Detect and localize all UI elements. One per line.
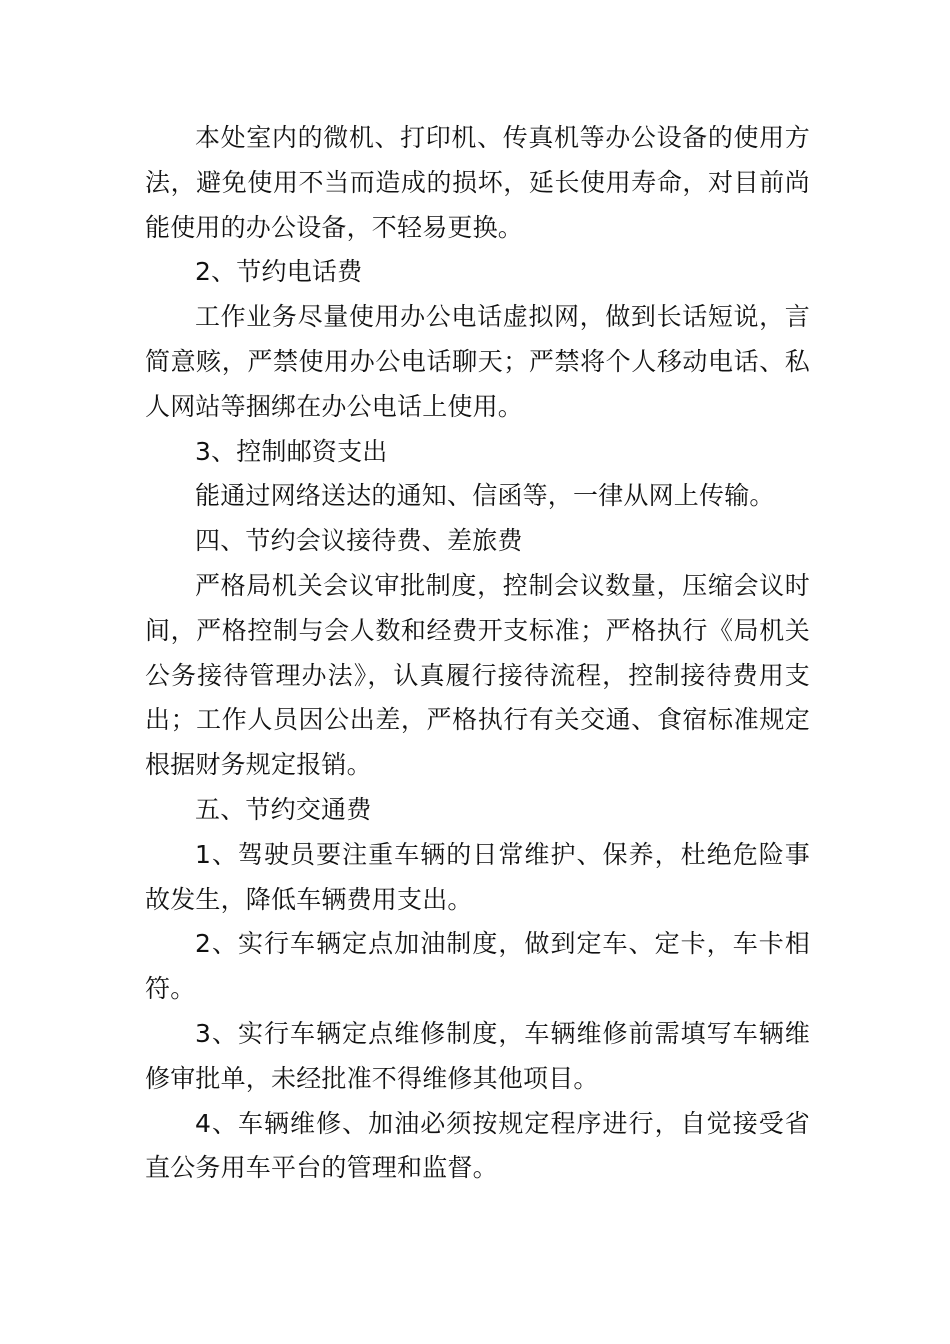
heading-postage-control: 3、控制邮资支出 xyxy=(195,436,388,466)
heading-meeting-travel-fees: 四、节约会议接待费、差旅费 xyxy=(195,526,523,556)
paragraph-online-delivery: 能通过网络送达的通知、信函等，一律从网上传输。 xyxy=(195,481,775,511)
heading-transport-fees: 五、节约交通费 xyxy=(195,794,372,824)
document-body xyxy=(145,116,810,1191)
paragraph-office-equipment: 本处室内的微机、打印机、传真机等办公设备的使用方法，避免使用不当而造成的损坏，延长使用寿命，对目前尚能使用的办公设备，不轻易更换。 xyxy=(145,123,810,242)
paragraph-phone-usage: 工作业务尽量使用办公电话虚拟网，做到长话短说，言简意赅，严禁使用办公电话聊天；严禁将个人移动电话、私人网站等捆绑在办公电话上使用。 xyxy=(145,302,810,421)
paragraph-vehicle-maintenance: 1、驾驶员要注重车辆的日常维护、保养，杜绝危险事故发生，降低车辆费用支出。 xyxy=(145,839,810,914)
paragraph-procedure-supervision: 4、车辆维修、加油必须按规定程序进行，自觉接受省直公务用车平台的管理和监督。 xyxy=(145,1108,810,1183)
paragraph-fixed-repair: 3、实行车辆定点维修制度，车辆维修前需填写车辆维修审批单，未经批准不得维修其他项目。 xyxy=(145,1018,810,1093)
heading-save-phone-fees: 2、节约电话费 xyxy=(195,257,363,287)
paragraph-fixed-fueling: 2、实行车辆定点加油制度，做到定车、定卡，车卡相符。 xyxy=(145,929,810,1004)
paragraph-meeting-reception: 严格局机关会议审批制度，控制会议数量，压缩会议时间，严格控制与会人数和经费开支标准；严格执行《局机关公务接待管理办法》，认真履行接待流程，控制接待费用支出；工作人员因公出差，严格执行有关交通、食宿标准规定根据财务规定报销。 xyxy=(145,570,810,780)
